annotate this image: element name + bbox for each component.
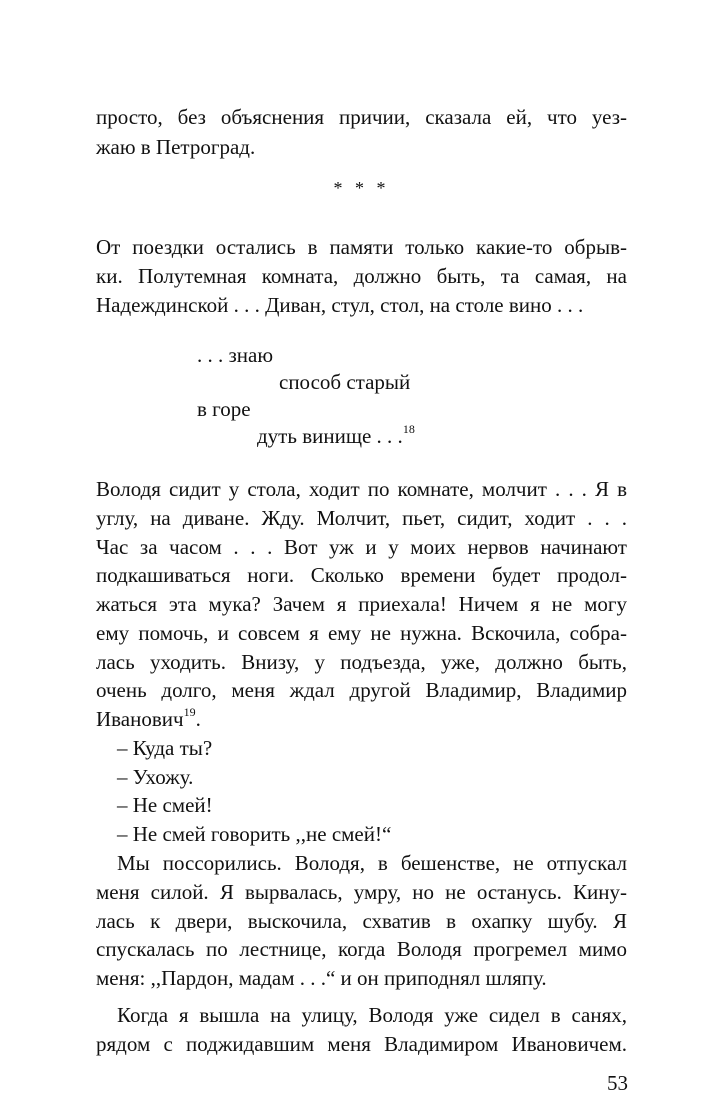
page-number: 53 — [607, 1071, 628, 1095]
paragraph-main-line-3: Час за часом . . . Вот уж и у моих нервов начинают — [96, 535, 627, 559]
paragraph-main-end: . — [195, 707, 201, 731]
paragraph-main-line-6: ему помочь, и совсем я ему не нужна. Вскочила, собра- — [96, 621, 627, 645]
dialogue-line-1: – Куда ты? — [117, 736, 213, 760]
footnote-19: 19 — [183, 705, 196, 719]
poem-line-2: способ старый — [279, 370, 411, 394]
poem-line-4 — [257, 423, 415, 449]
paragraph-main-line-8: очень долго, меня ждал другой Владимир, Владимир — [96, 678, 627, 702]
poem-line-3: в горе — [197, 397, 251, 421]
paragraph-quarrel-line-1: Мы поссорились. Володя, в бешенстве, не отпускал — [117, 851, 627, 875]
paragraph-main-line-4: подкашиваться ноги. Сколько времени будет продол- — [96, 563, 627, 587]
paragraph-trip-line-3: Надеждинской . . . Диван, стул, стол, на столе вино . . . — [96, 293, 584, 317]
paragraph-trip-line-1: От поездки остались в памяти только какие-то обрыв- — [96, 235, 627, 259]
dialogue-line-2: – Ухожу. — [117, 765, 194, 789]
paragraph-main-line-7: лась уходить. Внизу, у подъезда, уже, должно быть, — [96, 650, 627, 674]
paragraph-top-line-2: жаю в Петроград. — [96, 135, 256, 159]
paragraph-quarrel-line-5: меня: ,,Пардон, мадам . . .“ и он приподнял шляпу. — [96, 966, 547, 990]
footnote-18: 18 — [402, 422, 415, 436]
paragraph-main-line-9 — [96, 706, 201, 732]
paragraph-quarrel-line-3: лась к двери, выскочила, схватив в охапку шубу. Я — [96, 909, 627, 933]
paragraph-main-last-text: Иванович — [96, 707, 184, 731]
paragraph-trip-line-2: ки. Полутемная комната, должно быть, та самая, на — [96, 264, 627, 288]
dialogue-line-3: – Не смей! — [117, 793, 213, 817]
poem-line-4-text: дуть винище . . . — [257, 424, 403, 448]
paragraph-final-line-1: Когда я вышла на улицу, Володя уже сидел в санях, — [117, 1003, 627, 1027]
dialogue-line-4: – Не смей говорить ,,не смей!“ — [117, 822, 392, 846]
paragraph-main-line-1: Володя сидит у стола, ходит по комнате, молчит . . . Я в — [96, 477, 627, 501]
poem-line-1: . . . знаю — [197, 343, 274, 367]
section-break: * * * — [333, 178, 390, 198]
paragraph-top-line-1: просто, без объяснения причии, сказала ей, что уез- — [96, 105, 627, 129]
paragraph-main-line-2: углу, на диване. Жду. Молчит, пьет, сидит, ходит . . . — [96, 506, 627, 530]
paragraph-final-line-2: рядом с поджидавшим меня Владимиром Ивановичем. — [96, 1032, 627, 1056]
paragraph-quarrel-line-4: спускалась по лестнице, когда Володя прогремел мимо — [96, 937, 627, 961]
paragraph-quarrel-line-2: меня силой. Я вырвалась, умру, но не останусь. Кину- — [96, 880, 627, 904]
paragraph-main-line-5: жаться эта мука? Зачем я приехала! Ничем я не могу — [96, 592, 627, 616]
